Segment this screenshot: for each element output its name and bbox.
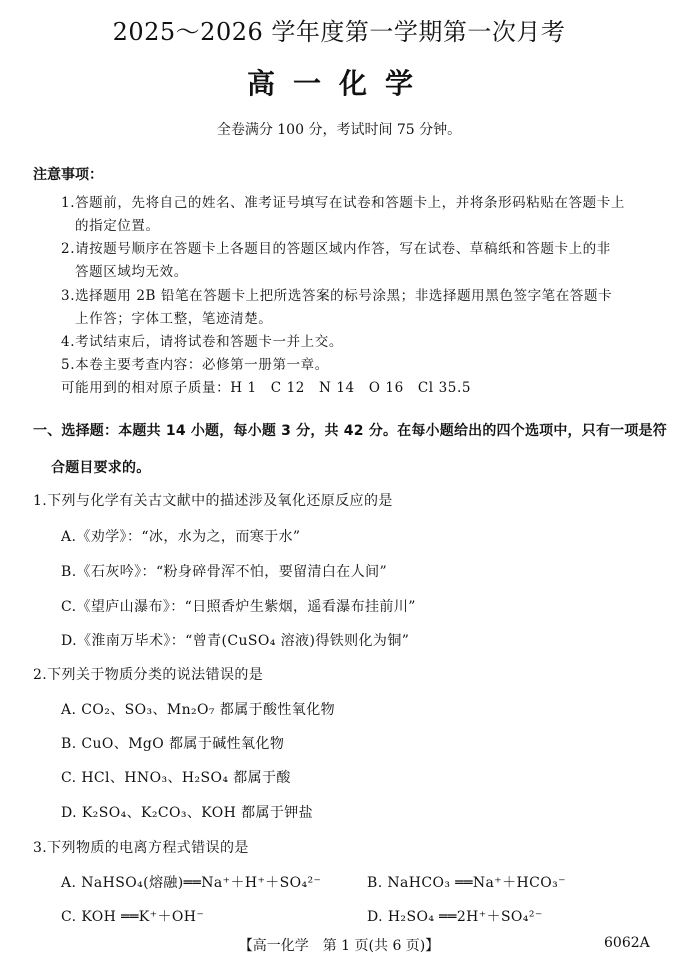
note-line: 5.本卷主要考查内容：必修第一册第一章。	[61, 357, 329, 373]
question-3-option-b: B. NaHCO₃ ══Na⁺＋HCO₃⁻	[367, 875, 566, 891]
question-1-option-a: A.《劝学》：“冰，水为之，而寒于水”	[61, 529, 301, 545]
note-line: 3.选择题用 2B 铅笔在答题卡上把所选答案的标号涂黑；非选择题用黑色签字笔在答题卡	[61, 288, 613, 304]
page-footer: 【高一化学 第 1 页(共 6 页)】	[238, 938, 440, 954]
note-line: 1.答题前，先将自己的姓名、准考证号填写在试卷和答题卡上，并将条形码粘贴在答题卡上	[61, 195, 625, 211]
note-line: 上作答；字体工整，笔迹清楚。	[75, 311, 273, 327]
question-2-option-c: C. HCl、HNO₃、H₂SO₄ 都属于酸	[61, 770, 291, 786]
question-3-option-d: D. H₂SO₄ ══2H⁺＋SO₄²⁻	[367, 909, 543, 925]
section-heading-cont: 合题目要求的。	[51, 460, 151, 476]
atomic-masses: 可能用到的相对原子质量：H 1 C 12 N 14 O 16 Cl 35.5	[61, 380, 472, 396]
question-2-option-d: D. K₂SO₄、K₂CO₃、KOH 都属于钾盐	[61, 805, 314, 821]
paper-code: 6062A	[604, 935, 650, 951]
note-line: 答题区域均无效。	[75, 264, 188, 280]
question-3-option-a: A. NaHSO₄(熔融)══Na⁺＋H⁺＋SO₄²⁻	[61, 875, 322, 891]
note-line: 4.考试结束后，请将试卷和答题卡一并上交。	[61, 334, 343, 350]
question-3-option-c: C. KOH ══K⁺＋OH⁻	[61, 909, 205, 925]
score-info: 全卷满分 100 分，考试时间 75 分钟。	[216, 122, 462, 138]
note-line: 2.请按题号顺序在答题卡上各题目的答题区域内作答，写在试卷、草稿纸和答题卡上的非	[61, 241, 611, 257]
question-2-stem: 2.下列关于物质分类的说法错误的是	[33, 667, 264, 683]
subject-title: 高一化学	[246, 67, 431, 100]
question-2-option-a: A. CO₂、SO₃、Mn₂O₇ 都属于酸性氧化物	[61, 702, 335, 718]
question-1-option-c: C.《望庐山瀑布》：“日照香炉生紫烟，遥看瀑布挂前川”	[61, 599, 416, 615]
question-2-option-b: B. CuO、MgO 都属于碱性氧化物	[61, 736, 285, 752]
question-1-option-b: B.《石灰吟》：“粉身碎骨浑不怕，要留清白在人间”	[61, 564, 388, 580]
section-heading: 一、选择题：本题共 14 小题，每小题 3 分，共 42 分。在每小题给出的四个选项中，只有一项是符	[33, 423, 667, 439]
exam-title: 2025～2026 学年度第一学期第一次月考	[112, 18, 566, 46]
note-line: 的指定位置。	[75, 218, 160, 234]
question-1-option-d: D.《淮南万毕术》：“曾青(CuSO₄ 溶液)得铁则化为铜”	[61, 633, 410, 649]
question-3-stem: 3.下列物质的电离方程式错误的是	[33, 840, 249, 856]
notes-heading: 注意事项：	[33, 167, 103, 183]
question-1-stem: 1.下列与化学有关古文献中的描述涉及氧化还原反应的是	[33, 493, 393, 509]
